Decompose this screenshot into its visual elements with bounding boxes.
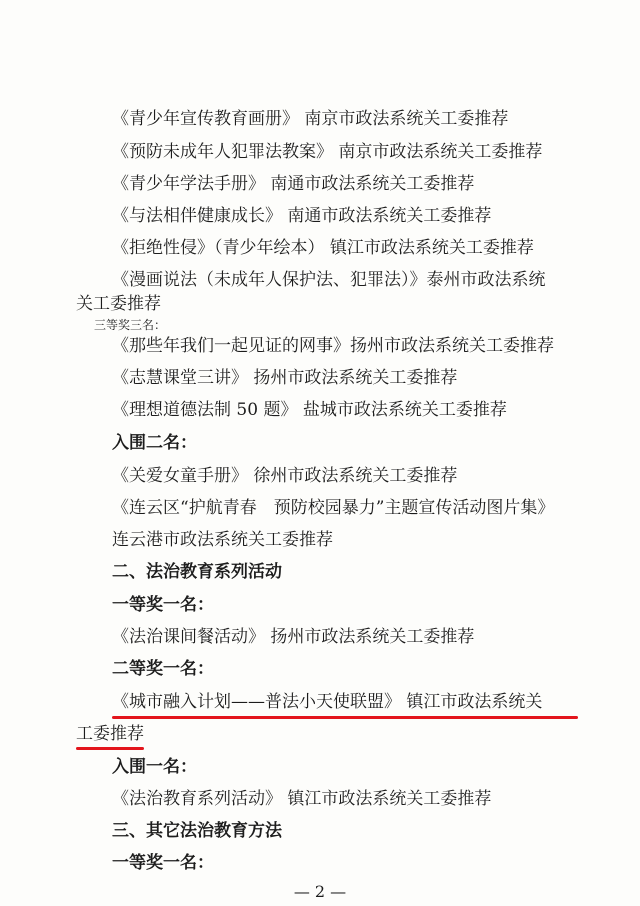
line-city-integration-plan-cont: 工委推荐: [76, 724, 144, 744]
line-youth-law-handbook: 《青少年学法手册》 南通市政法系统关工委推荐: [112, 174, 475, 194]
heading-third-prize: 三等奖三名：: [94, 318, 167, 332]
heading-finalists-two: 入围二名：: [112, 433, 197, 453]
line-comic-law-cont: 关工委推荐: [76, 294, 161, 314]
line-comic-law: 《漫画说法（未成年人保护法、犯罪法）》泰州市政法系统: [112, 270, 546, 290]
heading-section-two: 二、法治教育系列活动: [112, 562, 282, 582]
heading-section-three: 三、其它法治教育方法: [112, 821, 282, 841]
page-number: — 2 —: [293, 882, 347, 901]
red-underline-cont: [76, 747, 144, 750]
line-lianyun-photo-album: 《连云区“护航青春 预防校园暴力”主题宣传活动图片集》: [112, 498, 555, 518]
line-education-activities: 《法治教育系列活动》 镇江市政法系统关工委推荐: [112, 789, 492, 809]
line-girl-care-handbook: 《关爱女童手册》 徐州市政法系统关工委推荐: [112, 466, 458, 486]
heading-first-prize-one: 一等奖一名：: [112, 595, 214, 615]
line-lianyun-photo-album-cont: 连云港市政法系统关工委推荐: [112, 530, 333, 550]
heading-first-prize-one-b: 一等奖一名：: [112, 853, 214, 873]
line-zhihui-lectures: 《志慧课堂三讲》 扬州市政法系统关工委推荐: [112, 368, 458, 388]
heading-second-prize-one: 二等奖一名：: [112, 659, 214, 679]
line-city-integration-plan: 《城市融入计划——普法小天使联盟》 镇江市政法系统关: [112, 692, 543, 712]
line-refuse-sexual-assault: 《拒绝性侵》（青少年绘本） 镇江市政法系统关工委推荐: [112, 238, 534, 258]
line-break-meal: 《法治课间餐活动》 扬州市政法系统关工委推荐: [112, 627, 475, 647]
line-youth-picture-book: 《青少年宣传教育画册》 南京市政法系统关工委推荐: [112, 109, 509, 129]
line-internet-years: 《那些年我们一起见证的网事》扬州市政法系统关工委推荐: [112, 336, 554, 356]
heading-finalists-one: 入围一名：: [112, 757, 197, 777]
red-underline: [112, 716, 578, 719]
line-50-questions: 《理想道德法制 50 题》 盐城市政法系统关工委推荐: [112, 400, 507, 420]
line-crime-prevention-plan: 《预防未成年人犯罪法教案》 南京市政法系统关工委推荐: [112, 142, 543, 162]
line-grow-with-law: 《与法相伴健康成长》 南通市政法系统关工委推荐: [112, 206, 492, 226]
